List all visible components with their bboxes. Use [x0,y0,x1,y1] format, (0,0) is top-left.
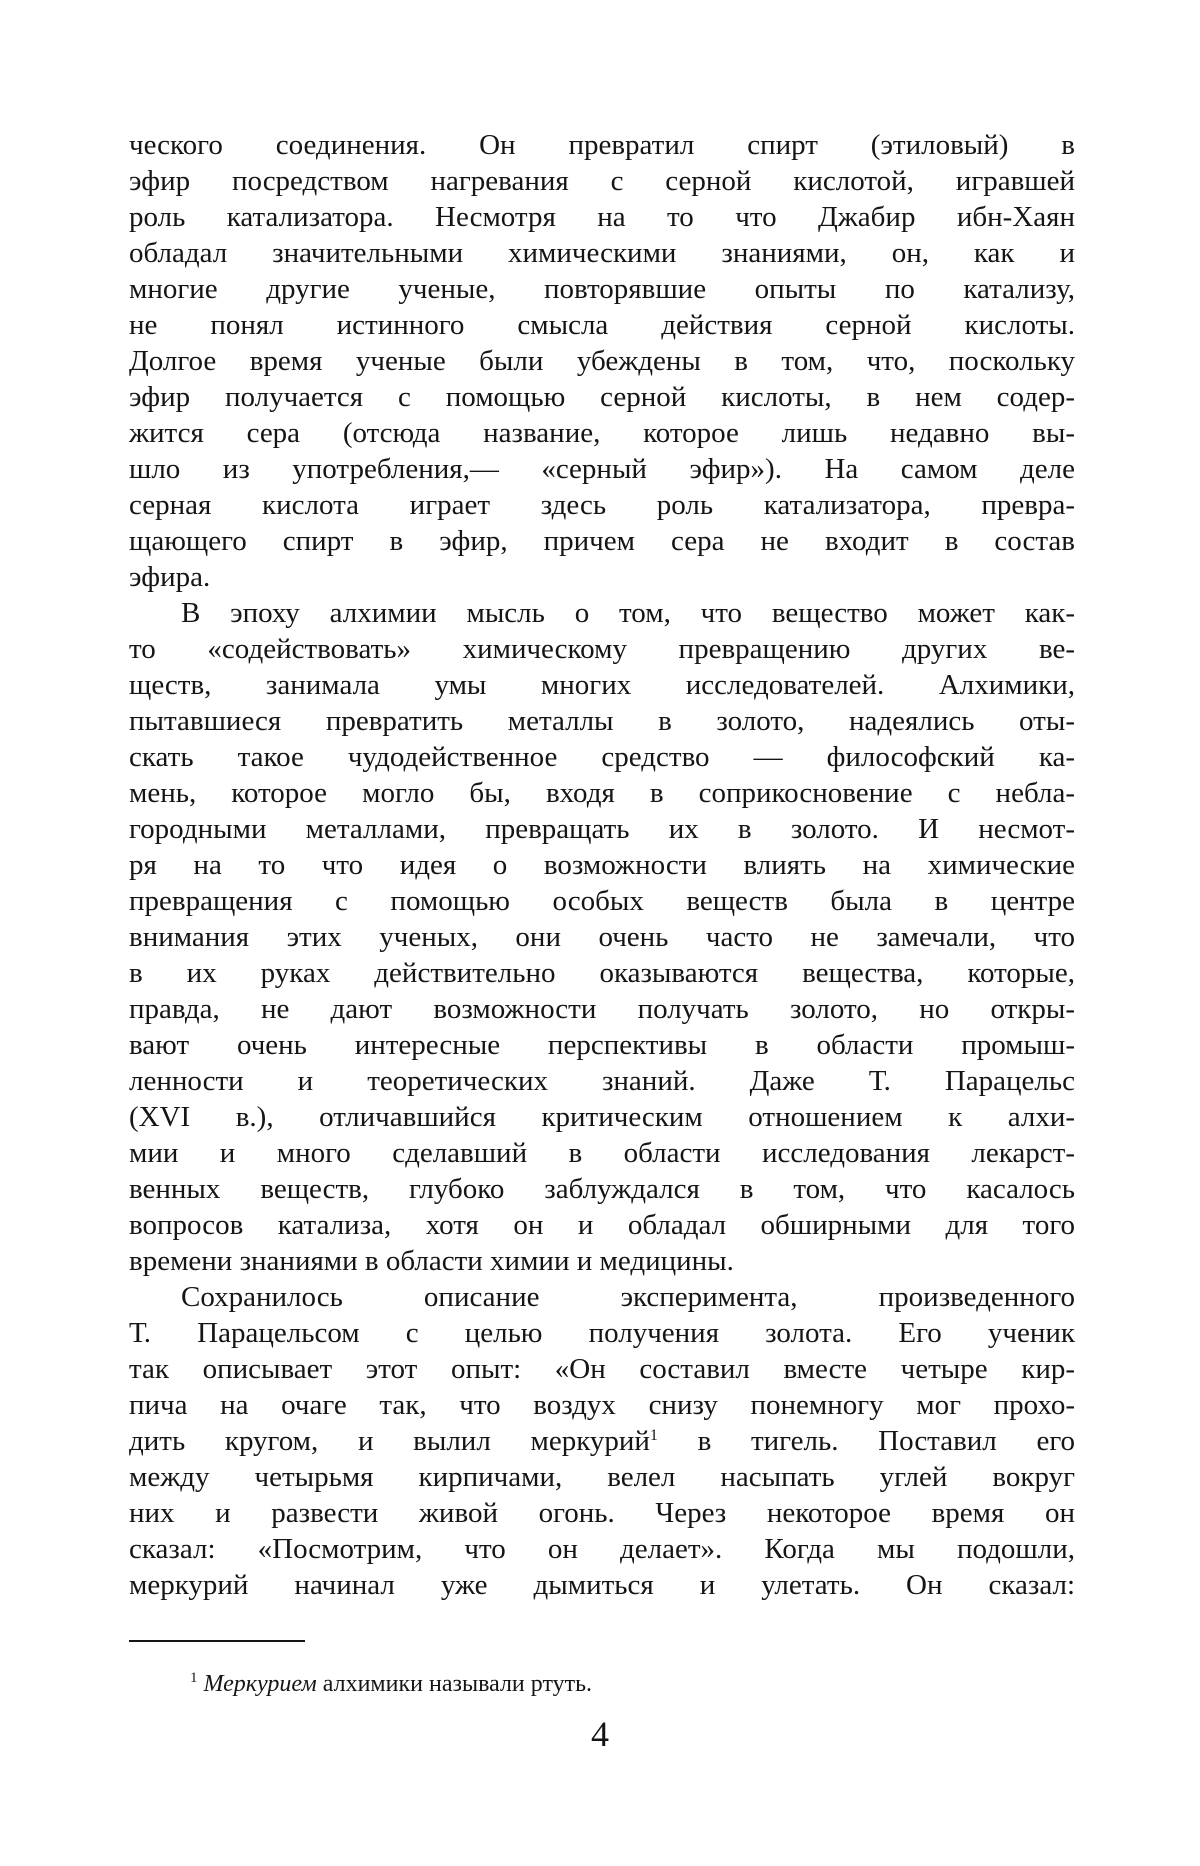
page-number: 4 [0,1712,1200,1756]
footnote-reference: 1 [650,1427,658,1444]
text-line: городными металлами, превращать их в золото. И несмот- [129,811,1075,847]
text-line: ществ, занимала умы многих исследователей. Алхимики, [129,667,1075,703]
text-line: мень, которое могло бы, входя в соприкосновение с небла- [129,775,1075,811]
text-line: Долгое время ученые были убеждены в том, что, поскольку [129,343,1075,379]
text-line: ческого соединения. Он превратил спирт (этиловый) в [129,127,1075,163]
text-line: венных веществ, глубоко заблуждался в том, что касалось [129,1171,1075,1207]
text-line-with-footnote-ref [129,1423,1075,1459]
text-line: в их руках действительно оказываются вещества, которые, [129,955,1075,991]
text-line: них и развести живой огонь. Через некоторое время он [129,1495,1075,1531]
text-line: времени знаниями в области химии и медицины. [129,1243,1075,1279]
book-page [0,0,1200,1866]
text-line: внимания этих ученых, они очень часто не замечали, что [129,919,1075,955]
text-line: меркурий начинал уже дымиться и улетать. Он сказал: [129,1567,1075,1603]
footnote-divider [129,1640,305,1642]
text-line: жится сера (отсюда название, которое лишь недавно вы- [129,415,1075,451]
text-line: (XVI в.), отличавшийся критическим отношением к алхи- [129,1099,1075,1135]
text-line: сказал: «Посмотрим, что он делает». Когда мы подошли, [129,1531,1075,1567]
text-line: вопросов катализа, хотя он и обладал обширными для того [129,1207,1075,1243]
body-text [129,127,1075,1603]
text-line: вают очень интересные перспективы в области промыш- [129,1027,1075,1063]
text-line: скать такое чудодейственное средство — философский ка- [129,739,1075,775]
text-line: пытавшиеся превратить металлы в золото, надеялись оты- [129,703,1075,739]
text-line: щающего спирт в эфир, причем сера не входит в состав [129,523,1075,559]
footnote-text: алхимики называли ртуть. [317,1671,592,1697]
text-line: В эпоху алхимии мысль о том, что вещество может как- [129,595,1075,631]
text-line: правда, не дают возможности получать золото, но откры- [129,991,1075,1027]
text-line: эфира. [129,559,1075,595]
text-line: шло из употребления,— «серный эфир»). На самом деле [129,451,1075,487]
text-line: роль катализатора. Несмотря на то что Джабир ибн-Хаян [129,199,1075,235]
text-line: ря на то что идея о возможности влиять на химические [129,847,1075,883]
text-line: эфир получается с помощью серной кислоты, в нем содер- [129,379,1075,415]
text-line: между четырьмя кирпичами, велел насыпать углей вокруг [129,1459,1075,1495]
text-line: серная кислота играет здесь роль катализатора, превра- [129,487,1075,523]
text-line: ленности и теоретических знаний. Даже Т. Парацельс [129,1063,1075,1099]
text-line: то «содействовать» химическому превращению других ве- [129,631,1075,667]
text-line: пича на очаге так, что воздух снизу понемногу мог прохо- [129,1387,1075,1423]
text-line: многие другие ученые, повторявшие опыты по катализу, [129,271,1075,307]
text-fragment: в тигель. Поставил его [658,1425,1075,1457]
text-line: мии и много сделавший в области исследования лекарст- [129,1135,1075,1171]
text-line: не понял истинного смысла действия серной кислоты. [129,307,1075,343]
text-line: так описывает этот опыт: «Он составил вместе четыре кир- [129,1351,1075,1387]
text-line: Т. Парацельсом с целью получения золота. Его ученик [129,1315,1075,1351]
footnote [190,1662,592,1700]
text-line: Сохранилось описание эксперимента, произведенного [129,1279,1075,1315]
footnote-term: Меркурием [204,1671,317,1697]
text-line: эфир посредством нагревания с серной кислотой, игравшей [129,163,1075,199]
text-line: превращения с помощью особых веществ была в центре [129,883,1075,919]
text-line: обладал значительными химическими знаниями, он, как и [129,235,1075,271]
text-fragment: дить кругом, и вылил меркурий [129,1425,650,1457]
footnote-marker: 1 [190,1670,198,1686]
